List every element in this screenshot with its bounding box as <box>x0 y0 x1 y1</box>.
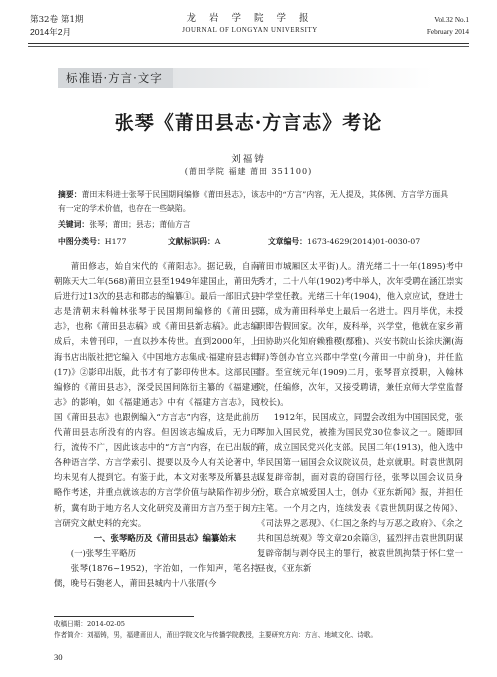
keywords <box>58 219 448 230</box>
footnote-rule <box>54 616 194 617</box>
article-title: 张琴《莆田县志·方言志》考论 <box>114 112 383 134</box>
section-heading: 一、张琴略历及《莆田县志》编纂始末 <box>93 532 237 543</box>
page-number: 30 <box>54 652 63 662</box>
keywords-text: 张琴；莆田；县志；莆仙方言 <box>89 220 191 229</box>
volume-en: Vol.32 No.1 <box>434 16 469 24</box>
article-author: 刘福铸 <box>231 154 266 165</box>
clc-value: H177 <box>104 237 127 246</box>
clc-code <box>58 236 126 247</box>
issue-cn: 第32卷 第1期 <box>30 15 84 25</box>
header-rule <box>28 43 469 44</box>
header-rule-thin <box>28 46 469 47</box>
abstract-label: 摘要： <box>58 190 82 199</box>
article-number <box>268 236 420 247</box>
keywords-label: 关键词： <box>58 220 90 229</box>
right-paragraph-1: 莆田市城厢区太平街)人。清光绪二十一年(1895)考中秀才，二十八年(1902)考中举人，次年受聘在涵江崇实中学堂任教。光绪三十年(1904)，他入京应试，登进士第，成为莆田科举史上最后一名进士。四月毕优，未授职即告假回家。次年，废科举，兴学堂，他就在家乡莆田协助兴化知府赖雅稷(鄢雅)、兴安书院山长涂庆澜(海屏)等创办官立兴郡中学堂(今莆田一中前身)，并任监督。至宣统元年(1909)二月，张琴晋京授职，入翰林院，任编修，次年，又接受聘请，兼任京师大学堂监督(校长)。 <box>257 261 463 407</box>
journal-name-cn: 龙 岩 学 院 学 报 <box>186 13 314 24</box>
author-bio: 作者简介：刘福铸，男，福建莆田人，莆田学院文化与传播学院教授，主要研究方向：方言、地域文化、诗歌。 <box>54 631 378 639</box>
column-tag-band <box>163 68 433 88</box>
doc-value: A <box>214 237 221 246</box>
right-column <box>257 259 463 576</box>
journal-name-en: JOURNAL OF LONGYAN UNIVERSITY <box>182 27 318 34</box>
left-paragraph-1: 莆田修志，始自宋代的《莆阳志》。据记载，自南朝陈天大二年(568)莆田立县至1949年建国止，莆田先后进行过13次的县志和郡志的编纂①。最后一部旧式县志是清朝末科翰林张琴于民国期间编修的《莆田县志》，也称《莆田县志稿》或《莆田县新志稿》。此志编成后，未曾刊印，一直以抄本传世。直到2000年，上海书店出版社把它编入《中国地方志集成·福建府县志辑(17)》②影印出版，此书才有了影印传世本。这部民国编修的《莆田县志》，深受民国间陈衍主纂的《福建通志》的影响，如《福建通志》中有《福建方言志》，民国《莆田县志》也跟例编入“方言志”内容，这是此前历代莆田县志所没有的内容。但因该志编成后，无力印行，流传不广，因此该志中的“方言”内容，在已出版的各种语言学、方言学索引、提要以及今人有关论著中，均未见有人提到它。有鉴于此，本文对张琴及所纂县志略作考述，并重点就该志的方言学价值与缺陷作初步分析，冀有助于地方名人文化研究及莆田方言乃至于闽方言研究文献史料的充实。 <box>54 261 259 528</box>
received-date: 收稿日期：2014-02-05 <box>54 620 125 628</box>
sub-heading: (一)张琴生平略历 <box>70 547 136 558</box>
clc-label: 中图分类号： <box>58 237 105 246</box>
doc-label: 文献标识码： <box>168 237 215 246</box>
art-label: 文章编号： <box>268 237 307 246</box>
header-left <box>30 14 84 38</box>
date-cn: 2014年2月 <box>30 27 72 37</box>
footnote <box>54 619 474 641</box>
header-right <box>427 14 469 38</box>
date-en: February 2014 <box>426 28 469 36</box>
left-column <box>54 259 259 591</box>
left-paragraph-2: 张琴(1876~1952)，字治如，一作知声，笔名持儒，晚号石匏老人，莆田县城内十八张厝(今 <box>54 562 259 588</box>
abstract-text: 莆田末科进士张琴于民国期间编修《莆田县志》，该志中的“方言”内容，无人提及，其体例、方言学方面具有一定的学术价值，也存在一些缺陷。 <box>58 190 448 213</box>
abstract <box>58 188 448 216</box>
header-center <box>170 10 330 34</box>
right-paragraph-2: 1912年，民国成立，同盟会改组为中国国民党，张琴加入国民党，被推为国民党30位参议之一。随即回莆，成立国民党兴化支部。民国二年(1913)，他入选中华民国第一届国会众议院议员，赴京就职。时袁世凯阴谋复辟帝制，面对袁的窃国行径，张琴以国会议员身份，联合京城爱国人士，创办《亚东新闻》报，并担任主笔。一个月之内，连续发表《袁世凯阴谋之传闻》、《司法界之恶现》、《仁国之条约与万恶之政府》、《余之共和国总统观》等文章20余篇③，猛烈抨击袁世凯阴谋复辟帝制与剥夺民主的罪行，被袁世凯拘禁于怀仁堂一昼夜，《亚东新 <box>257 411 463 573</box>
column-tag: 标准语·方言·文字 <box>58 68 173 88</box>
author-affiliation: (莆田学院 福建 莆田 351100) <box>184 167 313 176</box>
art-value: 1673-4629(2014)01-0030-07 <box>306 237 421 246</box>
doc-code <box>168 236 220 247</box>
